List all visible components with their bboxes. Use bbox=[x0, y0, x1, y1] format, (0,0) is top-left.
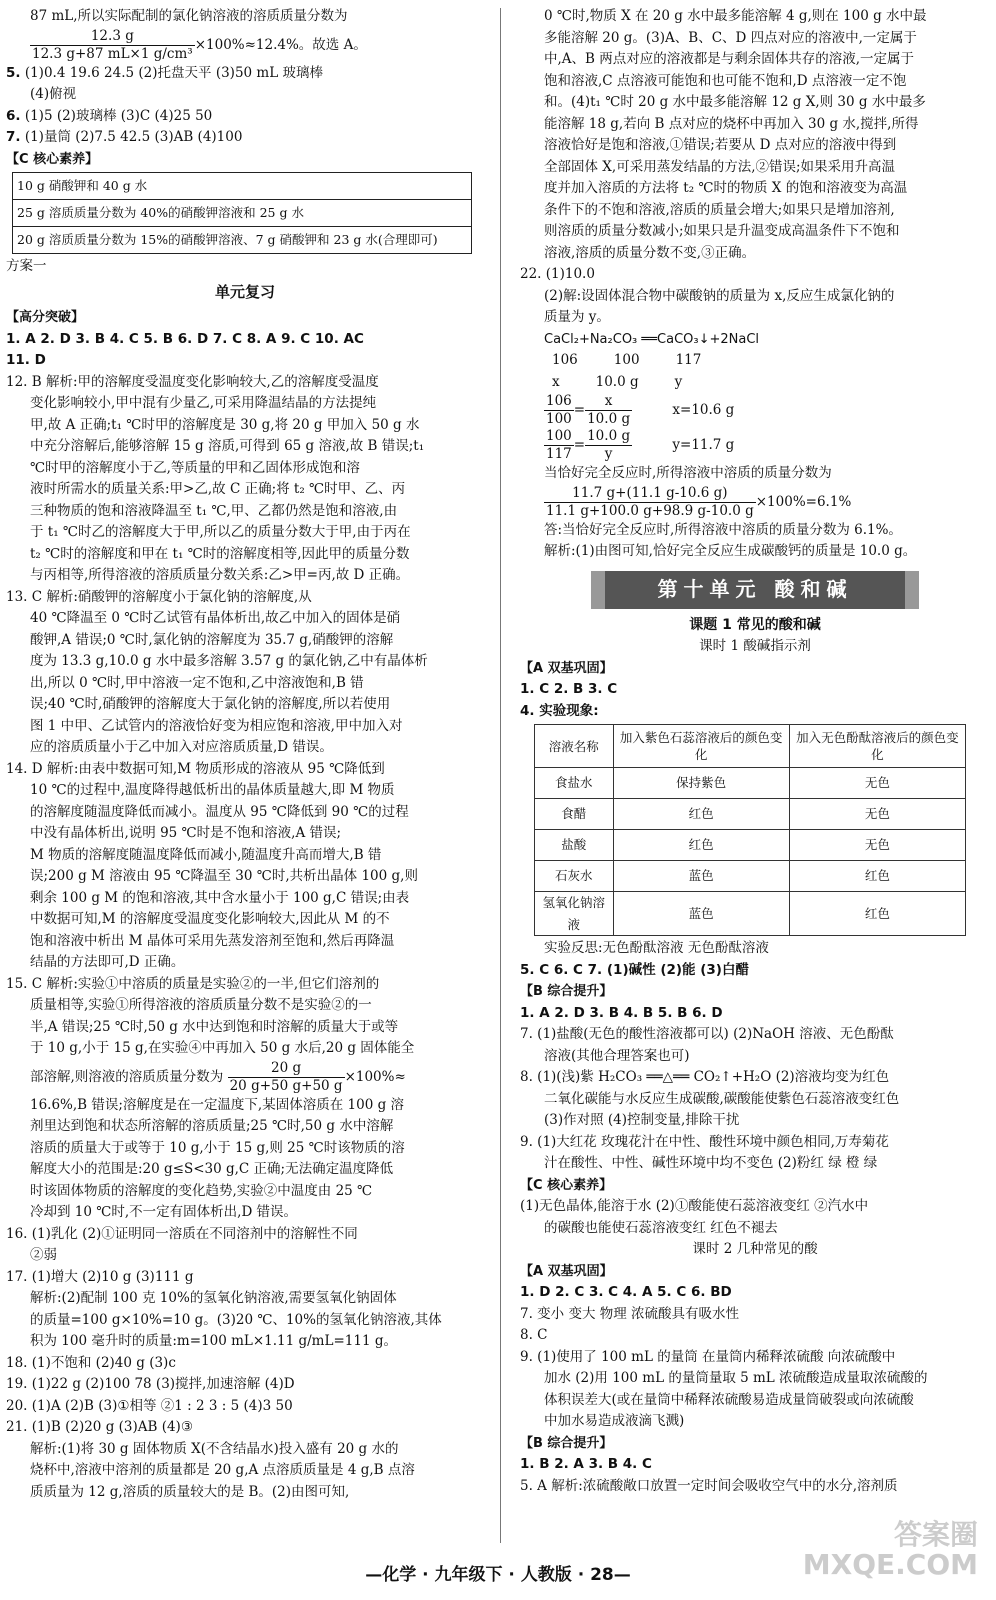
left-column: 87 mL,所以实际配制的氯化钠溶液的溶质质量分数为 $\frac{12.3 g}{\text{12.3 g+87 mL×1 g/cm³}}$ ×100%≈12.4%。故选 A。 5. (1)0.4 19.6 24.5 (2)托盘天平 (3)50 mL 玻璃棒 (4)俯视 6. (1)5 (2)玻璃棒 (3)C (4)25 50 7. (1)量筒 (2)7.5 42.5 (3)AB (4)100 【C 核心素养】 10 g 硝酸钾和 40 g 水 25 g 溶质质量分数为 40%的硝酸钾溶液和 25 g 水 20 g 溶质质量分数为 15%的硝酸钾溶液、7 g 硝酸钾和 23 g 水(合理即可) 方案一 单元复习 【高分突破】 1. A 2. D 3. B 4. C 5. B 6. D 7. C 8. A 9. C 10. AC 11. D 12. B 解析:甲的溶解度受温度变化影响较大,乙的溶解度受温度 变化影响较小,甲中混有少量乙,可采用降温结晶的方法提纯 甲,故 A 正确;t₁ ℃时甲的溶解度是 30 g,将 20 g 甲加入 50 g 水 中充分溶解后,能够溶解 15 g 溶质,可得到 65 g 溶液,故 B 错误;t₁ ℃时甲的溶解度小于乙,等质量的甲和乙固体形成饱和溶 液时所需水的质量关系:甲>乙,故 C 正确;将 t₂ ℃时甲、乙、丙 三种物质的饱和溶液降温至 t₁ ℃,甲、乙都仍然是饱和溶液,由 于 t₁ ℃时乙的溶解度大于甲,所以乙的质量分数大于甲,由于丙在 t₂ ℃时的溶解度和甲在 t₁ ℃时的溶解度相等,因此甲的质量分数 与丙相等,所得溶液的溶质质量分数关系:乙>甲=丙,故 D 正确。 13. C 解析:硝酸钾的溶解度小于氯化钠的溶解度,从 40 ℃降温至 0 ℃时乙试管有晶体析出,故乙中加入的固体是硝 酸钾,A 错误;0 ℃时,氯化钠的溶解度为 35.7 g,硝酸钾的溶解 度为 13.3 g,10.0 g 水中最多溶解 3.57 g 的氯化钠,乙中有晶体析 出,所以 0 ℃时,甲中溶液一定不饱和,乙中溶液饱和,B 错 误;40 ℃时,硝酸钾的溶解度大于氯化钠的溶解度,所以若使用 图 1 中甲、乙试管内的溶液恰好变为相应饱和溶液,甲中加入对 应的溶质质量小于乙中加入对应溶质质量,D 错误。 14. D 解析:由表中数据可知,M 物质形成的溶液从 95 ℃降低到 10 ℃的过程中,温度降得越低析出的晶体质量越大,即 M 物质 的溶解度随温度降低而减小。温度从 95 ℃降低到 90 ℃的过程 中没有晶体析出,说明 95 ℃时是不饱和溶液,A 错误; M 物质的溶解度随温度降低而减小,随温度升高而增大,B 错 误;200 g M 溶液由 95 ℃降温至 30 ℃时,共析出晶体 100 g,则 剩余 100 g M 的饱和溶液,其中含水量小于 100 g,C 错误;由表 中数据可知,M 的溶解度受温度变化影响较大,因此从 M 的不 饱和溶液中析出 M 晶体可采用先蒸发溶剂至饱和,然后再降温 结晶的方法即可,D 正确。 15. C 解析:实验①中溶质的质量是实验②的一半,但它们溶剂的 质量相等,实验①所得溶液的溶质质量分数不是实验②的一 半,A 错误;25 ℃时,50 g 水中达到饱和时溶解的质量大于或等 于 10 g,小于 15 g,在实验④中再加入 50 g 水后,20 g 固体能全 部溶解,则溶液的溶质质量分数为 $\frac{20 g}{20 g+50 g+50 g}$ ×100%≈ 16.6%,B 错误;溶解度是在一定温度下,某固体溶质在 100 g 溶 剂里达到饱和状态所溶解的溶质质量;25 ℃时,50 g 水中溶解 溶质的质量大于或等于 10 g,小于 15 g,则 25 ℃时该物质的溶 解度大小的范围是:20 g≤S<30 g,C 正确;无法确定温度降低 时该固体物质的溶解度的变化趋势,实验②中温度由 25 ℃ 冷却到 10 ℃时,不一定有固体析出,D 错误。 16. (1)乳化 (2)①证明同一溶质在不同溶剂中的溶解性不同 ②弱 17. (1)增大 (2)10 g (3)111 g 解析:(2)配制 100 克 10%的氢氧化钠溶液,需要氢氧化钠固体 的质量=100 g×10%=10 g。(3)20 ℃、10%的氢氧化钠溶液,其体 积为 100 毫升时的质量:m=100 mL×1.11 g/mL=111 g。 18. (1)不饱和 (2)40 g (3)c 19. (1)22 g (2)100 78 (3)搅拌,加速溶解 (4)D 20. (1)A (2)B (3)①相等 ②1 : 2 3 : 5 (4)3 50 21. (1)B (2)20 g (3)AB (4)③ 解析:(1)将 30 g 固体物质 X(不含结晶水)投入盛有 20 g 水的 烧杯中,溶液中溶剂的质量都是 20 g,A 点溶质质量是 4 g,B 点溶 质质量为 12 g,溶质的质量较大的是 B。(2)由图可知, bbox=[6, 6, 484, 1503]
answer-5-cont: (4)俯视 bbox=[30, 86, 77, 102]
answer-4: 4. 实验现象: bbox=[520, 702, 599, 719]
mc-answers: 1. A 2. D 3. B 4. C 5. B 6. D 7. C 8. A 9. C 10. AC bbox=[6, 330, 364, 347]
answer-19: 19. (1)22 g (2)100 78 (3)搅拌,加速溶解 (4)D bbox=[6, 1376, 295, 1392]
fraction: $\frac{12.3 g}{\text{12.3 g+87 mL×1 g/cm³}}$ bbox=[32, 27, 193, 62]
section-header: 【B 综合提升】 bbox=[520, 984, 613, 999]
answer-12: 12. B 解析:甲的溶解度受温度变化影响较大,乙的溶解度受温度 变化影响较小,甲中混有少量乙,可采用降温结晶的方法提纯 甲,故 A 正确;t₁ ℃时甲的溶解度是 30 g,将 20 g 甲加入 50 g 水 中充分溶解后,能够溶解 15 g 溶质,可得到 65 g 溶液,故 B 错误;t₁ ℃时甲的溶解度小于乙,等质量的甲和乙固体形成饱和溶 液时所需水的质量关系:甲>乙,故 C 正确;将 t₂ ℃时甲、乙、丙 三种物质的饱和溶液降温至 t₁ ℃,甲、乙都仍然是饱和溶液,由 于 t₁ ℃时乙的溶解度大于甲,所以乙的质量分数大于甲,由于丙在 t₂ ℃时的溶解度和甲在 t₁ ℃时的溶解度相等,因此甲的质量分数 与丙相等,所得溶液的溶质质量分数关系:乙>甲=丙,故 D 正确。 bbox=[6, 373, 425, 583]
table-row: 石灰水 蓝色 红色 bbox=[535, 861, 966, 892]
plan-box bbox=[12, 172, 472, 254]
table-header: 加入紫色石蕊溶液后的颜色变化 bbox=[613, 725, 789, 768]
table-header: 溶液名称 bbox=[535, 725, 614, 768]
section-header: 【A 双基巩固】 bbox=[520, 1263, 613, 1279]
formula-line: $\frac{12.3 g}{\text{12.3 g+87 mL×1 g/cm³}}$ ×100%≈12.4%。故选 A。 bbox=[32, 27, 367, 62]
indicator-table bbox=[534, 724, 966, 936]
plan-row: 20 g 溶质质量分数为 15%的硝酸钾溶液、7 g 硝酸钾和 23 g 水(合理即可) bbox=[13, 227, 472, 254]
answer-15: 15. C 解析:实验①中溶质的质量是实验②的一半,但它们溶剂的 质量相等,实验①所得溶液的溶质质量分数不是实验②的一 半,A 错误;25 ℃时,50 g 水中达到饱和时溶解的质量大于或等 于 10 g,小于 15 g,在实验④中再加入 50 g 水后,20 g 固体能全 部溶解,则溶液的溶质质量分数为 $\frac{20 g}{20 g+50 g+50 g}$ ×100%≈ 16.6%,B 错误;溶解度是在一定温度下,某固体溶质在 100 g 溶 剂里达到饱和状态所溶解的溶质质量;25 ℃时,50 g 水中溶解 溶质的质量大于或等于 10 g,小于 15 g,则 25 ℃时该物质的溶 解度大小的范围是:20 g≤S<30 g,C 正确;无法确定温度降低 时该固体物质的溶解度的变化趋势,实验②中温度由 25 ℃ 冷却到 10 ℃时,不一定有固体析出,D 错误。 bbox=[6, 975, 415, 1220]
mc-answers: 1. B 2. A 3. B 4. C bbox=[520, 1456, 652, 1472]
answer-21: 21. (1)B (2)20 g (3)AB (4)③ bbox=[6, 1419, 193, 1435]
plan-label: 方案一 bbox=[6, 258, 47, 274]
period-title: 课时 1 酸碱指示剂 bbox=[699, 638, 811, 654]
section-header: 【高分突破】 bbox=[6, 310, 85, 325]
unit-review-title: 单元复习 bbox=[214, 282, 275, 301]
answer-18: 18. (1)不饱和 (2)40 g (3)c bbox=[6, 1354, 176, 1371]
answer-22: 22. (1)10.0 bbox=[520, 266, 595, 282]
answer-13: 13. C 解析:硝酸钾的溶解度小于氯化钠的溶解度,从 40 ℃降温至 0 ℃时乙试管有晶体析出,故乙中加入的固体是硝 酸钾,A 错误;0 ℃时,氯化钠的溶解度为 35.7 g,硝酸钾的溶解 度为 13.3 g,10.0 g 水中最多溶解 3.57 g 的氯化钠,乙中有晶体析 出,所以 0 ℃时,甲中溶液一定不饱和,乙中溶液饱和,B 错 误;40 ℃时,硝酸钾的溶解度大于氯化钠的溶解度,所以若使用 图 1 中甲、乙试管内的溶液恰好变为相应饱和溶液,甲中加入对 应的溶质质量小于乙中加入对应溶质质量,D 错误。 bbox=[6, 588, 428, 755]
equation-masses: 106 100 117 bbox=[552, 352, 702, 368]
table-row: 食盐水 保持紫色 无色 bbox=[535, 768, 966, 799]
answer-14: 14. D 解析:由表中数据可知,M 物质形成的溶液从 95 ℃降低到 10 ℃的过程中,温度降得越低析出的晶体质量越大,即 M 物质 的溶解度随温度降低而减小。温度从 95 ℃降低到 90 ℃的过程 中没有晶体析出,说明 95 ℃时是不饱和溶液,A 错误; M 物质的溶解度随温度降低而减小,随温度升高而增大,B 错 误;200 g M 溶液由 95 ℃降温至 30 ℃时,共析出晶体 100 g,则 剩余 100 g M 的饱和溶液,其中含水量小于 100 g,C 错误;由表 中数据可知,M 的溶解度受温度变化影响较大,因此从 M 的不 饱和溶液中析出 M 晶体可采用先蒸发溶剂至饱和,然后再降温 结晶的方法即可,D 正确。 bbox=[6, 760, 418, 970]
answer-6: 6. (1)5 (2)玻璃棒 (3)C (4)25 50 bbox=[6, 107, 213, 124]
period-title: 课时 2 几种常见的酸 bbox=[692, 1241, 818, 1257]
table-row: 氢氧化钠溶液 蓝色 红色 bbox=[535, 892, 966, 936]
table-row: 盐酸 红色 无色 bbox=[535, 830, 966, 861]
section-header: 【C 核心素养】 bbox=[6, 151, 99, 167]
mc-answers: 11. D bbox=[6, 352, 46, 368]
mc-answers: 1. D 2. C 3. C 4. A 5. C 6. BD bbox=[520, 1284, 732, 1300]
answer-16: 16. (1)乳化 (2)①证明同一溶质在不同溶剂中的溶解性不同 bbox=[6, 1225, 358, 1242]
table-row: 食醋 红色 无色 bbox=[535, 799, 966, 830]
ratio-1: $\frac{106}{100}$ = $\frac{x}{10.0 g}$ x=10.6 g bbox=[546, 393, 735, 427]
unit-banner: 第十单元 酸和碱 bbox=[591, 571, 919, 609]
lesson-title: 课题 1 常见的酸和碱 bbox=[689, 616, 821, 633]
section-header: 【B 综合提升】 bbox=[520, 1435, 613, 1451]
plan-row: 25 g 溶质质量分数为 40%的硝酸钾溶液和 25 g 水 bbox=[13, 200, 472, 227]
answer-17: 17. (1)增大 (2)10 g (3)111 g bbox=[6, 1268, 194, 1285]
answer-5: 5. (1)0.4 19.6 24.5 (2)托盘天平 (3)50 mL 玻璃棒 bbox=[6, 64, 323, 81]
page-footer: —化学 · 九年级下 · 人教版 · 28— bbox=[365, 1564, 631, 1585]
section-header: 【A 双基巩固】 bbox=[520, 660, 613, 676]
answer-20: 20. (1)A (2)B (3)①相等 ②1 : 2 3 : 5 (4)3 50 bbox=[6, 1397, 293, 1414]
right-column: 0 ℃时,物质 X 在 20 g 水中最多能溶解 4 g,则在 100 g 水中最 多能溶解 20 g。(3)A、B、C、D 四点对应的溶液中,一定属于 中,A、B 两点对应的溶液都是与剩余固体共存的溶液,一定属于 饱和溶液,C 点溶液可能饱和也可能不饱和,D 点溶液一定不饱 和。(4)t₁ ℃时 20 g 水中最多能溶解 12 g X,则 30 g 水中最多 能溶解 18 g,若向 B 点对应的烧杯中再加入 30 g 水,搅拌,所得 溶液恰好是饱和溶液,①错误;若要从 D 点对应的溶液中得到 全部固体 X,可采用蒸发结晶的方法,②错误;如果采用升高温 度并加入溶质的方法将 t₂ ℃时的物质 X 的饱和溶液变为高温 条件下的不饱和溶液,溶质的质量会增大;如果只是增加溶剂, 则溶质的质量分数减小;如果只是升温变成高温条件下不饱和 溶液,溶质的质量分数不变,③正确。 22. (1)10.0 (2)解:设固体混合物中碳酸钠的质量为 x,反应生成氯化钠的 质量为 y。 CaCl₂+Na₂CO₃ ══CaCO₃↓+2NaCl 106 100 117 x 10.0 g y $\frac{106}{100}$ = $\frac{x}{10.0 g}$ x=10.6 g $\frac{100}{117}$ = $\frac{10.0 g}{y}$ y=11.7 g 当恰好完全反应时,所得溶液中溶质的质量分数为 $\frac{11.7 g+(11.1 g-10.6 g)}{11.1 g+100.0 g+98.9 g-10.0 g}$ ×100%=6.1% 答:当恰好完全反应时,所得溶液中溶质的质量分数为 6.1%。 解析:(1)由图可知,恰好完全反应生成碳酸钙的质量是 10.0 g。 第十单元 酸和碱 课题 1 常见的酸和碱 课时 1 酸碱指示剂 【A 双基巩固】 1. C 2. B 3. C 4. 实验现象: 溶液名称 加入紫色石蕊溶液后的颜色变化 加入无色酚酞溶液后的颜色变化 食盐水 保持紫色 无色 食醋 红色 无色 盐酸 红色 无色 石灰水 蓝色 红色 氢氧化钠溶液 蓝色 红色 实验反思:无色酚酞溶液 无色酚酞溶液 5. C 6. C 7. (1)碱性 (2)能 (3)白醋 【B 综合提升】 1. A 2. D 3. B 4. B 5. B 6. D 7. (1)盐酸(无色的酸性溶液都可以) (2)NaOH 溶液、无色酚酞 溶液(其他合理答案也可) 8. (1)(浅)紫 H₂CO₃ ══△══ CO₂↑+H₂O (2)溶液均变为红色 二氧化碳能与水反应生成碳酸,碳酸能使紫色石蕊溶液变红色 (3)作对照 (4)控制变量,排除干扰 9. (1)大红花 玫瑰花汁在中性、酸性环境中颜色相同,万寿菊花 汁在酸性、中性、碱性环境中均不变色 (2)粉红 绿 橙 绿 【C 核心素养】 (1)无色晶体,能溶于水 (2)①酸能使石蕊溶液变红 ②汽水中 的碳酸也能使石蕊溶液变红 红色不褪去 课时 2 几种常见的酸 【A 双基巩固】 1. D 2. C 3. C 4. A 5. C 6. BD 7. 变小 变大 物理 浓硫酸具有吸水性 8. C 9. (1)使用了 100 mL 的量筒 在量筒内稀释浓硫酸 向浓硫酸中 加水 (2)用 100 mL 的量筒量取 5 mL 浓硫酸造成量取浓硫酸的 体积误差大(或在量筒中稀释浓硫酸易造成量筒破裂或向浓硫酸 中加水易造成液滴飞溅) 【B 综合提升】 1. B 2. A 3. B 4. C 5. A 解析:浓硫酸敞口放置一定时间会吸收空气中的水分,溶剂质 bbox=[520, 6, 990, 1497]
mc-answers: 1. C 2. B 3. C bbox=[520, 681, 618, 697]
equation-values: x 10.0 g y bbox=[552, 373, 683, 390]
text-line: 87 mL,所以实际配制的氯化钠溶液的溶质质量分数为 bbox=[30, 8, 348, 24]
answer-21-cont: 0 ℃时,物质 X 在 20 g 水中最多能溶解 4 g,则在 100 g 水中最 多能溶解 20 g。(3)A、B、C、D 四点对应的溶液中,一定属于 中,A、B 两点对应的溶液都是与剩余固体共存的溶液,一定属于 饱和溶液,C 点溶液可能饱和也可能不饱和,D 点溶液一定不饱 和。(4)t₁ ℃时 20 g 水中最多能溶解 12 g X,则 30 g 水中最多 能溶解 18 g,若向 B 点对应的烧杯中再加入 30 g 水,搅拌,所得 溶液恰好是饱和溶液,①错误;若要从 D 点对应的溶液中得到 全部固体 X,可采用蒸发结晶的方法,②错误;如果采用升高温 度并加入溶质的方法将 t₂ ℃时的物质 X 的饱和溶液变为高温 条件下的不饱和溶液,溶质的质量会增大;如果只是增加溶剂, 则溶质的质量分数减小;如果只是升温变成高温条件下不饱和 溶液,溶质的质量分数不变,③正确。 bbox=[544, 8, 927, 261]
mc-answers: 1. A 2. D 3. B 4. B 5. B 6. D bbox=[520, 1004, 723, 1021]
fraction: $\frac{20 g}{20 g+50 g+50 g}$ bbox=[229, 1059, 343, 1094]
plan-row: 10 g 硝酸钾和 40 g 水 bbox=[13, 173, 472, 200]
answer-7: 7. (1)量筒 (2)7.5 42.5 (3)AB (4)100 bbox=[6, 129, 243, 145]
section-header: 【C 核心素养】 bbox=[520, 1177, 613, 1193]
watermark-logo: 答案圈 MXQE.COM bbox=[802, 1518, 978, 1581]
fraction-line: $\frac{11.7 g+(11.1 g-10.6 g)}{11.1 g+100.0 g+98.9 g-10.0 g}$ ×100%=6.1% bbox=[546, 484, 852, 519]
column-divider bbox=[500, 8, 501, 1543]
ratio-2: $\frac{100}{117}$ = $\frac{10.0 g}{y}$ y=11.7 g bbox=[546, 428, 735, 462]
table-header: 加入无色酚酞溶液后的颜色变化 bbox=[789, 725, 965, 768]
chemical-equation: CaCl₂+Na₂CO₃ ══CaCO₃↓+2NaCl bbox=[544, 331, 760, 347]
